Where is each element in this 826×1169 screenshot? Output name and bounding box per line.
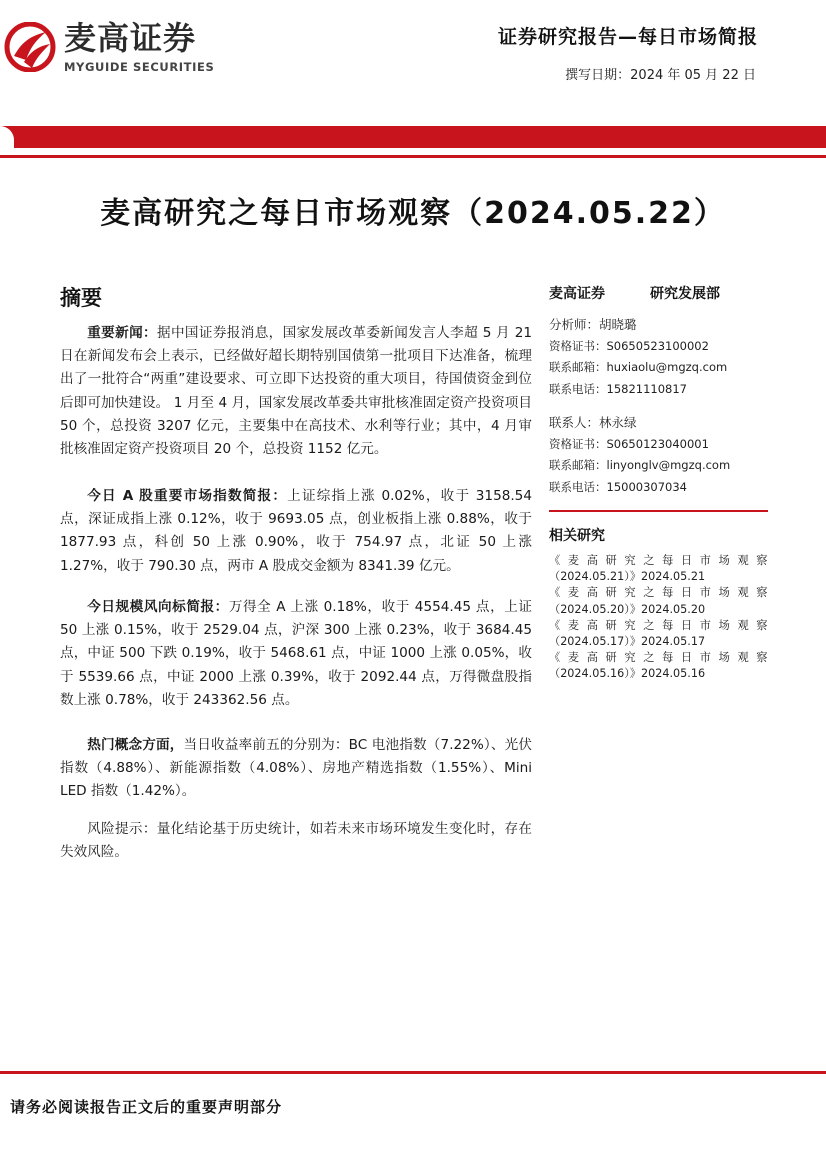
logo-text-cn: 麦高证券 [64, 19, 197, 57]
related-item[interactable] [549, 585, 768, 617]
related-research-heading: 相关研究 [549, 528, 605, 544]
sidebar-org: 麦高证券 [549, 286, 605, 302]
related-title: 《麦高研究之每日市场观察 [549, 618, 768, 632]
logo-text-en: MYGUIDE SECURITIES [64, 60, 215, 74]
contact-email: 联系邮箱：linyonglv@mgzq.com [549, 458, 731, 472]
related-date: （2024.05.16）》2024.05.16 [549, 667, 706, 681]
paragraph-risk-warning [60, 818, 532, 864]
header-red-line [0, 155, 826, 158]
analyst-name: 分析师：胡晓璐 [549, 317, 637, 332]
company-logo-icon [4, 22, 56, 72]
contact-person [549, 412, 730, 498]
analyst-license: 资格证书：S0650523100002 [549, 338, 709, 353]
footer-red-line [0, 1071, 826, 1074]
header-red-band [0, 126, 826, 148]
paragraph-text: 万得全 A 上涨 0.18%，收于 4554.45 点，上证 50 上涨 0.15%，收于 2529.04 点，沪深 300 上涨 0.23%，收于 3684.45 点，中证 500 下跌 0.19%，收于 5468.61 点，中证 1000 上涨 0.05%，收于 5539.66 点，中证 2000 上涨 0.39%，收于 2092.44 点，万得微盘股指数上涨 0.78%，收于 243362.56 点。 [60, 599, 532, 708]
related-title: 《麦高研究之每日市场观察 [549, 586, 768, 600]
related-date: （2024.05.21）》2024.05.21 [549, 570, 706, 584]
report-date: 撰写日期：2024 年 05 月 22 日 [565, 68, 756, 83]
analyst-email: 联系邮箱：huxiaolu@mgzq.com [549, 360, 728, 374]
contact-phone: 联系电话：15000307034 [549, 479, 687, 494]
summary-heading: 摘要 [60, 286, 102, 310]
related-date: （2024.05.17）》2024.05.17 [549, 635, 706, 649]
related-title: 《麦高研究之每日市场观察 [549, 554, 768, 567]
paragraph-hot-concepts [60, 734, 532, 804]
paragraph-a-share-indices [60, 485, 532, 578]
paragraph-important-news [60, 322, 532, 461]
paragraph-lead: 今日规模风向标简报： [87, 599, 229, 615]
footer-disclaimer: 请务必阅读报告正文后的重要声明部分 [10, 1098, 283, 1116]
contact-license: 资格证书：S0650123040001 [549, 436, 709, 451]
paragraph-lead: 重要新闻： [87, 325, 157, 341]
related-item[interactable] [549, 553, 768, 585]
paragraph-scale-indicators [60, 596, 532, 712]
paragraph-text: 风险提示：量化结论基于历史统计，如若未来市场环境发生变化时，存在失效风险。 [60, 821, 532, 861]
related-date: （2024.05.20）》2024.05.20 [549, 602, 706, 616]
contact-name: 联系人：林永绿 [549, 415, 637, 430]
paragraph-text: 当日收益率前五的分别为：BC 电池指数（7.22%）、光伏指数（4.88%）、新能源指数（4.08%）、房地产精选指数（1.55%）、Mini LED 指数（1.42%）。 [60, 737, 532, 800]
analyst-contact [549, 314, 727, 400]
paragraph-lead: 今日 A 股重要市场指数简报： [87, 488, 288, 504]
related-item[interactable] [549, 618, 768, 650]
sidebar-dept: 研究发展部 [650, 286, 720, 302]
analyst-phone: 联系电话：15821110817 [549, 381, 687, 396]
paragraph-text: 上证综指上涨 0.02%，收于 3158.54 点，深证成指上涨 0.12%，收于 9693.05 点，创业板指上涨 0.88%，收于 1877.93 点，科创 50 上涨 0.90%，收于 754.97 点，北证 50 上涨 1.27%，收于 790.30 点，两市 A 股成交金额为 8341.39 亿元。 [60, 488, 532, 574]
related-item[interactable] [549, 650, 768, 682]
related-research-list [549, 553, 768, 683]
related-divider [549, 510, 768, 512]
report-type: 证券研究报告—每日市场简报 [497, 26, 758, 48]
paragraph-text: 据中国证券报消息，国家发展改革委新闻发言人李超 5 月 21 日在新闻发布会上表示，已经做好超长期特别国债第一批项目下达准备，梳理出了一批符合“两重”建设要求、可立即下达投资的重大项目，待国债资金到位后即可加快建设。 1 月至 4 月，国家发展改革委共审批核准固定资产投资项目 50 个，总投资 3207 亿元，主要集中在高技术、水利等行业；其中，4 月审批核准固定资产投资项目 20 个，总投资 1152 亿元。 [60, 325, 532, 458]
document-title: 麦高研究之每日市场观察（2024.05.22） [100, 196, 726, 231]
paragraph-lead: 热门概念方面， [87, 737, 184, 753]
related-title: 《麦高研究之每日市场观察 [549, 651, 768, 665]
